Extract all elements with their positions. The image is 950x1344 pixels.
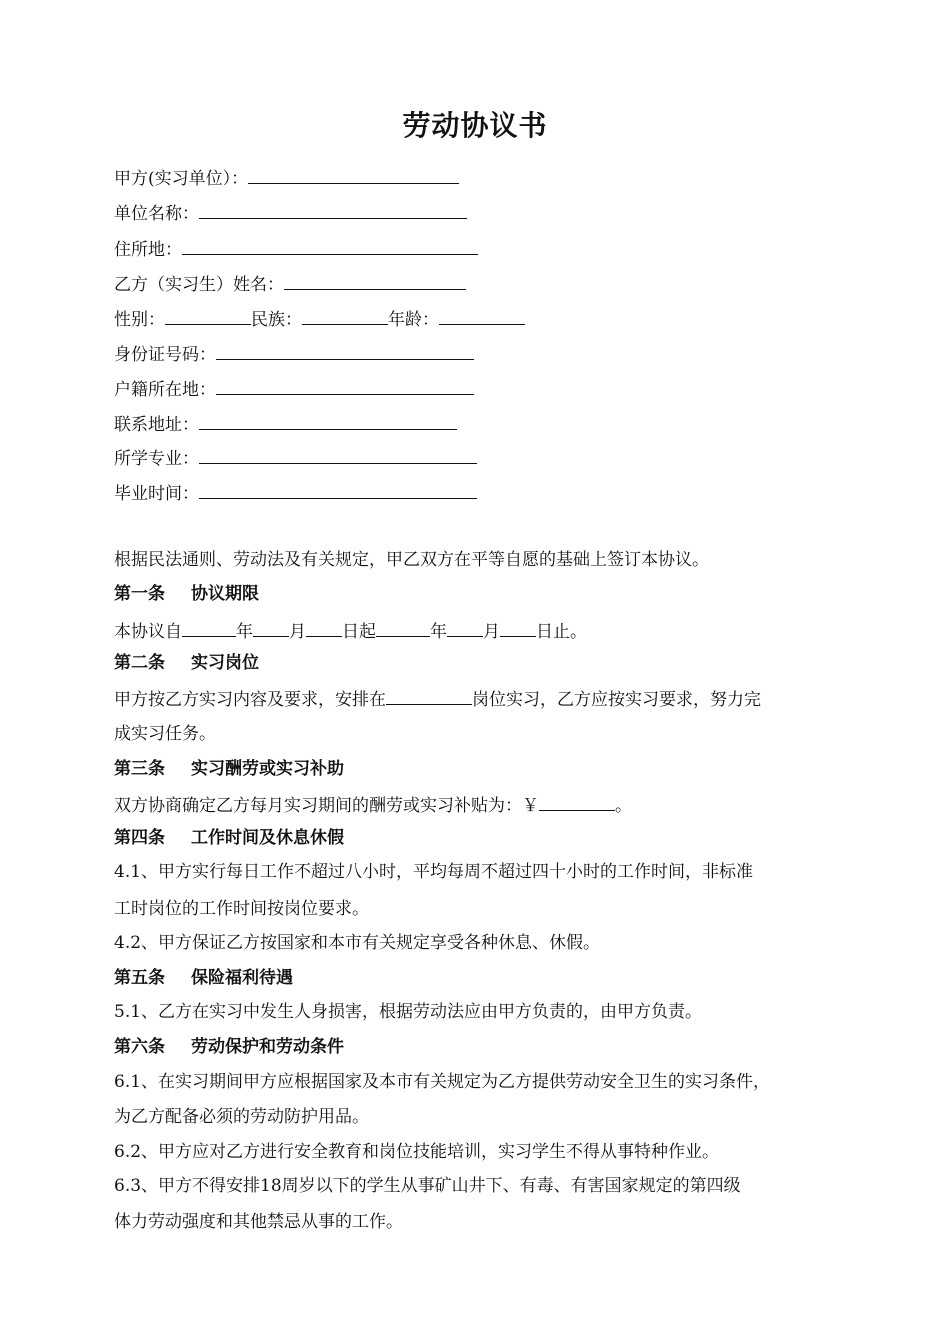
article-6-2: 6.2、甲方应对乙方进行安全教育和岗位技能培训，实习学生不得从事特种作业。 [114, 1142, 720, 1162]
blank-line [500, 618, 536, 637]
field-label: 民族： [251, 310, 302, 330]
article-3-text [114, 792, 632, 818]
blank-line [182, 618, 236, 637]
field-label: 住所地： [114, 240, 182, 260]
article-title: 协议期限 [191, 584, 259, 604]
article-1-text [114, 618, 587, 644]
blank-line [284, 271, 466, 290]
article-title: 工作时间及休息休假 [191, 828, 344, 848]
text: 月 [289, 622, 306, 642]
field-party-b-name [114, 271, 466, 297]
field-household [114, 376, 474, 402]
field-id-number [114, 341, 474, 367]
article-5-heading [114, 966, 293, 990]
blank-line [253, 618, 289, 637]
blank-line [306, 618, 342, 637]
article-number: 第六条 [114, 1037, 165, 1057]
article-2-text [114, 686, 761, 712]
blank-line [376, 618, 430, 637]
article-3-heading [114, 757, 344, 781]
article-number: 第二条 [114, 653, 165, 673]
article-6-3-cont: 体力劳动强度和其他禁忌从事的工作。 [114, 1212, 403, 1232]
article-4-2: 4.2、甲方保证乙方按国家和本市有关规定享受各种休息、休假。 [114, 933, 601, 953]
article-6-3: 6.3、甲方不得安排18周岁以下的学生从事矿山井下、有毒、有害国家规定的第四级 [114, 1176, 741, 1196]
article-6-heading [114, 1035, 344, 1059]
intro-paragraph: 根据民法通则、劳动法及有关规定，甲乙双方在平等自愿的基础上签订本协议。 [114, 550, 709, 570]
field-label: 所学专业： [114, 449, 199, 469]
text: 甲方按乙方实习内容及要求，安排在 [114, 690, 386, 710]
article-title: 实习酬劳或实习补助 [191, 759, 344, 779]
field-graduation [114, 480, 477, 506]
blank-line [216, 341, 474, 360]
article-2-heading [114, 651, 259, 675]
field-contact [114, 411, 457, 437]
field-label: 毕业时间： [114, 484, 199, 504]
blank-line [439, 306, 525, 325]
text: 年 [430, 622, 447, 642]
article-4-1-cont: 工时岗位的工作时间按岗位要求。 [114, 899, 369, 919]
article-title: 实习岗位 [191, 653, 259, 673]
text: 双方协商确定乙方每月实习期间的酬劳或实习补贴为：￥ [114, 796, 539, 816]
text: 日止。 [536, 622, 587, 642]
blank-line [199, 411, 457, 430]
field-residence [114, 236, 478, 262]
article-number: 第一条 [114, 584, 165, 604]
article-number: 第四条 [114, 828, 165, 848]
text: 岗位实习，乙方应按实习要求，努力完 [472, 690, 761, 710]
text: 月 [483, 622, 500, 642]
article-2-text-cont: 成实习任务。 [114, 724, 216, 744]
blank-line [199, 200, 467, 219]
field-label: 身份证号码： [114, 345, 216, 365]
blank-line [447, 618, 483, 637]
blank-line [199, 445, 477, 464]
article-4-1: 4.1、甲方实行每日工作不超过八小时，平均每周不超过四十小时的工作时间，非标准 [114, 862, 754, 882]
field-unit-name [114, 200, 467, 226]
article-title: 保险福利待遇 [191, 968, 293, 988]
article-6-1: 6.1、在实习期间甲方应根据国家及本市有关规定为乙方提供劳动安全卫生的实习条件， [114, 1072, 771, 1092]
blank-line [248, 165, 459, 184]
blank-line [182, 236, 478, 255]
field-gender-ethnicity-age [114, 306, 525, 332]
article-5-1: 5.1、乙方在实习中发生人身损害，根据劳动法应由甲方负责的，由甲方负责。 [114, 1002, 703, 1022]
blank-line [165, 306, 251, 325]
field-label: 乙方（实习生）姓名： [114, 275, 284, 295]
article-4-heading [114, 826, 344, 850]
blank-line [539, 792, 615, 811]
field-party-a [114, 165, 459, 191]
blank-line [199, 480, 477, 499]
text: 本协议自 [114, 622, 182, 642]
document-title: 劳动协议书 [402, 109, 548, 142]
article-6-1-cont: 为乙方配备必须的劳动防护用品。 [114, 1107, 369, 1127]
text: 年 [236, 622, 253, 642]
field-label: 单位名称： [114, 204, 199, 224]
blank-line [302, 306, 388, 325]
text: 日起 [342, 622, 376, 642]
article-number: 第五条 [114, 968, 165, 988]
field-major [114, 445, 477, 471]
text: 。 [615, 796, 632, 816]
field-label: 性别： [114, 310, 165, 330]
field-label: 甲方(实习单位）： [114, 169, 249, 189]
blank-line [386, 686, 472, 705]
field-label: 户籍所在地： [114, 380, 216, 400]
field-label: 年龄： [388, 310, 439, 330]
article-title: 劳动保护和劳动条件 [191, 1037, 344, 1057]
field-label: 联系地址： [114, 415, 199, 435]
article-1-heading [114, 582, 259, 606]
article-number: 第三条 [114, 759, 165, 779]
blank-line [216, 376, 474, 395]
